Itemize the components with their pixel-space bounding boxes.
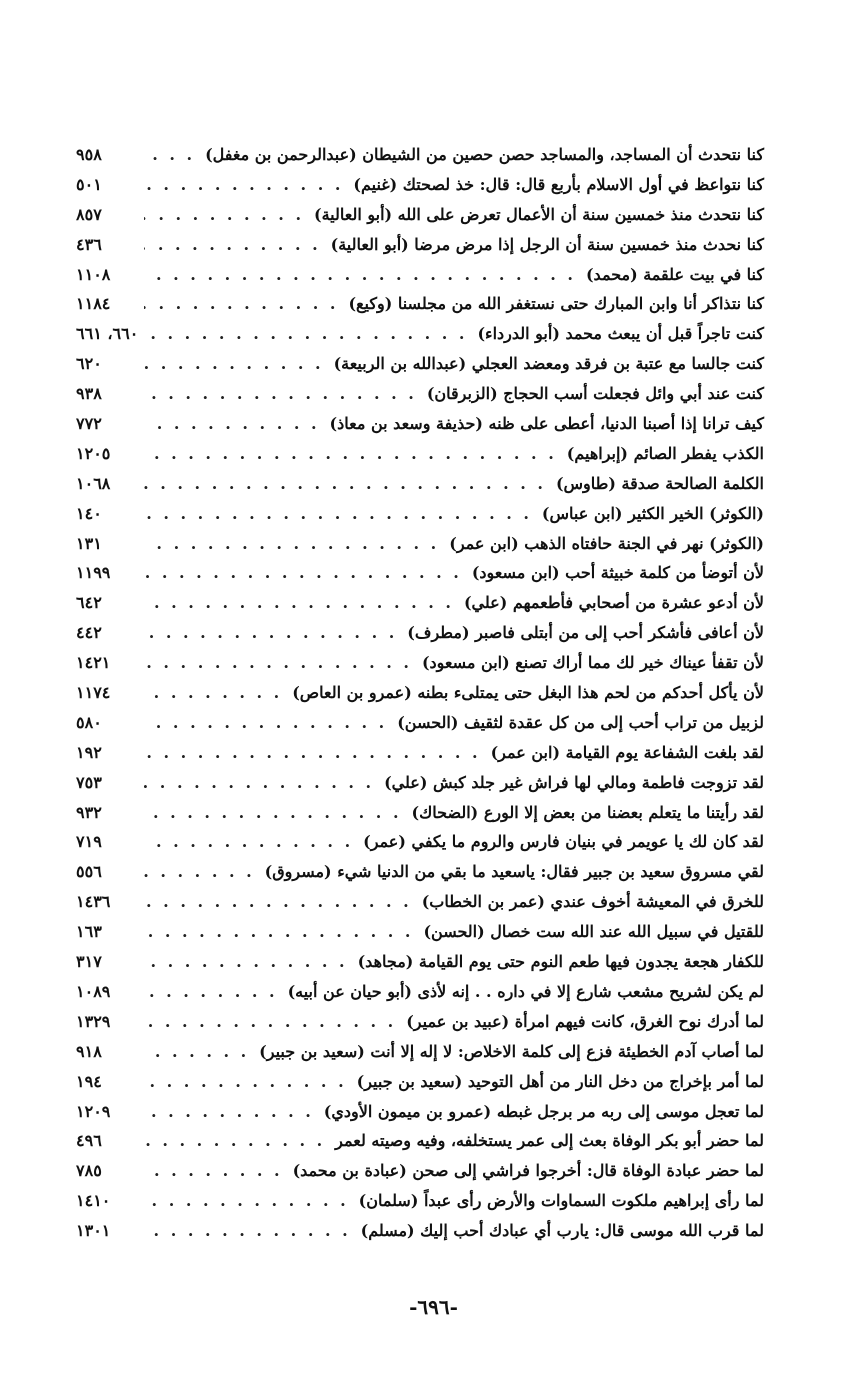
entry-text: الكذب يفطر الصائم (إبراهيم): [566, 443, 764, 463]
entry-number: ١٤١٠: [76, 1191, 111, 1211]
entry-text: لأن أتوضأ من كلمة خبيثة أحب (ابن مسعود): [471, 563, 764, 583]
entry-text: كنا نحدث منذ خمسين سنة أن الرجل إذا مرض مرضا (أبو العالية): [330, 234, 764, 254]
entry-text: لأن تقفأ عيناك خير لك مما أراك تصنع (ابن مسعود): [421, 653, 764, 673]
entry-text: لما أدرك نوح الغرق، كانت فيهم امرأة (عبيد بن عمير): [406, 1011, 764, 1031]
entry-text: لقد رأيتنا ما يتعلم بعضنا من بعض إلا الورع (الضحاك): [411, 802, 764, 822]
index-entry: [76, 294, 764, 324]
dot-leader: [144, 474, 546, 493]
entry-number: ١٩٤: [76, 1071, 102, 1091]
index-entry: [76, 444, 764, 474]
entry-number: ٦٢٠: [76, 354, 102, 374]
dot-leader: [144, 832, 353, 851]
index-entry: [76, 324, 764, 354]
dot-leader: [144, 384, 417, 403]
entry-number: ١٩٢: [76, 742, 102, 762]
entry-text: لما أصاب آدم الخطيئة فزع إلى كلمة الاخلاص: لا إله إلا أنت (سعيد بن جبير): [259, 1041, 764, 1061]
dot-leader: [144, 743, 481, 762]
index-entry: [76, 1161, 764, 1191]
dot-leader: [144, 563, 462, 582]
index-entry: [76, 952, 764, 982]
index-entry: [76, 175, 764, 205]
entry-text: للكفار هجعة يجدون فيها طعم النوم حتى يوم القيامة (مجاهد): [357, 952, 764, 972]
entry-number: ١١٩٩: [76, 563, 111, 583]
entry-text: للخرق في المعيشة أخوف عندي (عمر بن الخطاب): [421, 892, 764, 912]
index-entry: [76, 982, 764, 1012]
entry-number: ٨٥٧: [76, 204, 102, 224]
index-entry: [76, 922, 764, 952]
entry-text: لأن يأكل أحدكم من لحم هذا البغل حتى يمتلىء بطنه (عمرو بن العاص): [292, 683, 764, 703]
entry-number: ٩٣٢: [76, 802, 102, 822]
entry-text: (الكوثر) نهر في الجنة حافتاه الذهب (ابن عمر): [449, 533, 764, 553]
index-entry: [76, 623, 764, 653]
entry-text: للقتيل في سبيل الله عند الله ست خصال (الحسن): [423, 922, 764, 942]
dot-leader: [144, 534, 439, 553]
entry-text: لأن أدعو عشرة من أصحابي فأطعمهم (علي): [463, 593, 764, 613]
dot-leader: [144, 414, 320, 433]
index-entry: [76, 832, 764, 862]
dot-leader: [144, 653, 412, 672]
entry-number: ١١٠٨: [76, 264, 111, 284]
index-entry: [76, 773, 764, 803]
index-entry: [76, 683, 764, 713]
entry-number: ١١٨٤: [76, 294, 111, 314]
entry-text: كنا نتواعظ في أول الاسلام بأربع قال: قال: خذ لصحتك (غنيم): [353, 174, 764, 194]
entry-text: لزبيل من تراب أحب إلى من كل عقدة لثقيف (الحسن): [397, 712, 764, 732]
dot-leader: [144, 265, 576, 284]
index-entry: [76, 713, 764, 743]
index-entry: [76, 593, 764, 623]
index-entry: [76, 145, 764, 175]
entry-text: كنا نتذاكر أنا وابن المبارك حتى نستغفر الله من مجلسنا (وكيع): [348, 294, 764, 314]
entry-number: ٧٧٢: [76, 414, 102, 434]
index-entry: [76, 743, 764, 773]
entry-text: لما قرب الله موسى قال: يارب أي عبادك أحب إليك (مسلم): [360, 1221, 764, 1241]
entry-text: لما حضر عبادة الوفاة قال: أخرجوا فراشي إلى صحن (عبادة بن محمد): [292, 1161, 764, 1181]
entry-number: ٣١٧: [76, 952, 102, 972]
entry-text: لما رأى إبراهيم ملكوت السماوات والأرض رأى عبداً (سلمان): [358, 1191, 764, 1211]
index-entry: [76, 1012, 764, 1042]
dot-leader: [144, 145, 195, 164]
dot-leader: [144, 773, 374, 792]
index-entry: [76, 354, 764, 384]
entry-number: ٧٨٥: [76, 1161, 102, 1181]
entry-text: كنت عند أبي وائل فجعلت أسب الحجاج (الزبرقان): [426, 384, 764, 404]
entry-text: لقي مسروق سعيد بن جبير فقال: ياسعيد ما بقي من الدنيا شيء (مسروق): [264, 862, 764, 882]
index-entry: [76, 653, 764, 683]
dot-leader: [144, 593, 454, 612]
dot-leader: [144, 294, 338, 313]
entry-number: ٦٦٠، ٦٦١: [76, 324, 139, 344]
index-entry: [76, 892, 764, 922]
dot-leader: [144, 952, 348, 971]
entry-text: الكلمة الصالحة صدقة (طاوس): [555, 473, 764, 493]
index-entry: [76, 803, 764, 833]
dot-leader: [144, 1191, 349, 1210]
dot-leader: [144, 205, 304, 224]
index-entry: [76, 504, 764, 534]
entry-text: لما أمر بإخراج من دخل النار من أهل التوحيد (سعيد بن جبير): [356, 1071, 764, 1091]
dot-leader: [144, 504, 532, 523]
dot-leader: [144, 1221, 351, 1240]
entry-number: ١٢٠٥: [76, 443, 111, 463]
dot-leader: [144, 922, 413, 941]
dot-leader: [144, 982, 278, 1001]
index-entry: [76, 265, 764, 295]
dot-leader: [144, 1102, 314, 1121]
index-page: [76, 145, 764, 1251]
dot-leader: [144, 444, 557, 463]
entry-text: لما حضر أبو بكر الوفاة بعث إلى عمر يستخلفه، وفيه وصيته لعمر: [335, 1131, 764, 1151]
dot-leader: [144, 1042, 249, 1061]
dot-leader: [144, 892, 412, 911]
entry-text: كنا نتحدث منذ خمسين سنة أن الأعمال تعرض على الله (أبو العالية): [314, 204, 764, 224]
index-entry: [76, 414, 764, 444]
entry-number: ٧١٩: [76, 832, 102, 852]
entry-number: ١٢٠٩: [76, 1101, 111, 1121]
index-entry: [76, 205, 764, 235]
dot-leader: [144, 683, 282, 702]
entry-text: كنت تاجراً قبل أن يبعث محمد (أبو الدرداء): [477, 324, 764, 344]
entry-number: ٤٩٦: [76, 1131, 102, 1151]
entry-number: ٦٤٢: [76, 593, 102, 613]
entry-text: كيف ترانا إذا أصبنا الدنيا، أعطى على ظنه (حذيفة وسعد بن معاذ): [329, 414, 764, 434]
entry-number: ١٤٠: [76, 503, 102, 523]
entry-number: ٥٠١: [76, 174, 102, 194]
entry-number: ٤٣٦: [76, 234, 102, 254]
entry-number: ١٠٨٩: [76, 981, 111, 1001]
entry-number: ١٠٦٨: [76, 473, 111, 493]
index-list: [76, 145, 764, 1251]
entry-number: ٩٥٨: [76, 145, 102, 164]
index-entry: [76, 1042, 764, 1072]
entry-number: ١٤٣٦: [76, 892, 111, 912]
dot-leader: [148, 324, 467, 343]
dot-leader: [144, 1161, 283, 1180]
entry-number: ٩٣٨: [76, 384, 102, 404]
dot-leader: [144, 1012, 396, 1031]
page-number: -٦٩٦-: [409, 1295, 458, 1319]
dot-leader: [144, 713, 387, 732]
entry-number: ١٣١: [76, 533, 102, 553]
entry-text: لأن أعافى فأشكر أحب إلى من أبتلى فاصبر (مطرف): [407, 623, 764, 643]
dot-leader: [144, 862, 255, 881]
entry-number: ٥٨٠: [76, 712, 102, 732]
dot-leader: [144, 1072, 347, 1091]
index-entry: [76, 235, 764, 265]
index-entry: [76, 384, 764, 414]
entry-text: لقد بلغت الشفاعة يوم القيامة (ابن عمر): [490, 742, 764, 762]
index-entry: [76, 563, 764, 593]
dot-leader: [144, 1131, 325, 1150]
index-entry: [76, 1102, 764, 1132]
entry-number: ١٣٠١: [76, 1221, 111, 1241]
entry-number: ٩١٨: [76, 1041, 102, 1061]
dot-leader: [144, 175, 343, 194]
index-entry: [76, 1072, 764, 1102]
entry-text: (الكوثر) الخير الكثير (ابن عباس): [541, 503, 764, 523]
dot-leader: [144, 235, 321, 254]
entry-text: كنا نتحدث أن المساجد، والمساجد حصن حصين من الشيطان (عبدالرحمن بن مغفل): [205, 145, 764, 164]
index-entry: [76, 1131, 764, 1161]
entry-number: ٤٤٢: [76, 623, 102, 643]
entry-text: كنت جالسا مع عتبة بن فرقد ومعضد العجلي (عبدالله بن الربيعة): [333, 354, 764, 374]
index-entry: [76, 534, 764, 564]
index-entry: [76, 1191, 764, 1221]
entry-number: ١٣٢٩: [76, 1011, 111, 1031]
entry-text: لما تعجل موسى إلى ربه مر برجل غبطه (عمرو بن ميمون الأودي): [323, 1101, 764, 1121]
entry-text: كنا في بيت علقمة (محمد): [585, 264, 764, 284]
index-entry: [76, 474, 764, 504]
index-entry: [76, 862, 764, 892]
entry-text: لم يكن لشريح مشعب شارع إلا في داره . . إنه لأذى (أبو حيان عن أبيه): [287, 981, 764, 1001]
index-entry: [76, 1221, 764, 1251]
entry-number: ١٦٣: [76, 922, 102, 942]
dot-leader: [144, 354, 324, 373]
entry-number: ١٤٢١: [76, 653, 111, 673]
entry-number: ٥٥٦: [76, 862, 102, 882]
dot-leader: [144, 803, 402, 822]
dot-leader: [144, 623, 397, 642]
entry-text: لقد تزوجت فاطمة ومالي لها فراش غير جلد كبش (علي): [384, 772, 764, 792]
entry-text: لقد كان لك يا عويمر في بنيان فارس والروم ما يكفي (عمر): [363, 832, 764, 852]
entry-number: ٧٥٣: [76, 772, 102, 792]
entry-number: ١١٧٤: [76, 683, 111, 703]
